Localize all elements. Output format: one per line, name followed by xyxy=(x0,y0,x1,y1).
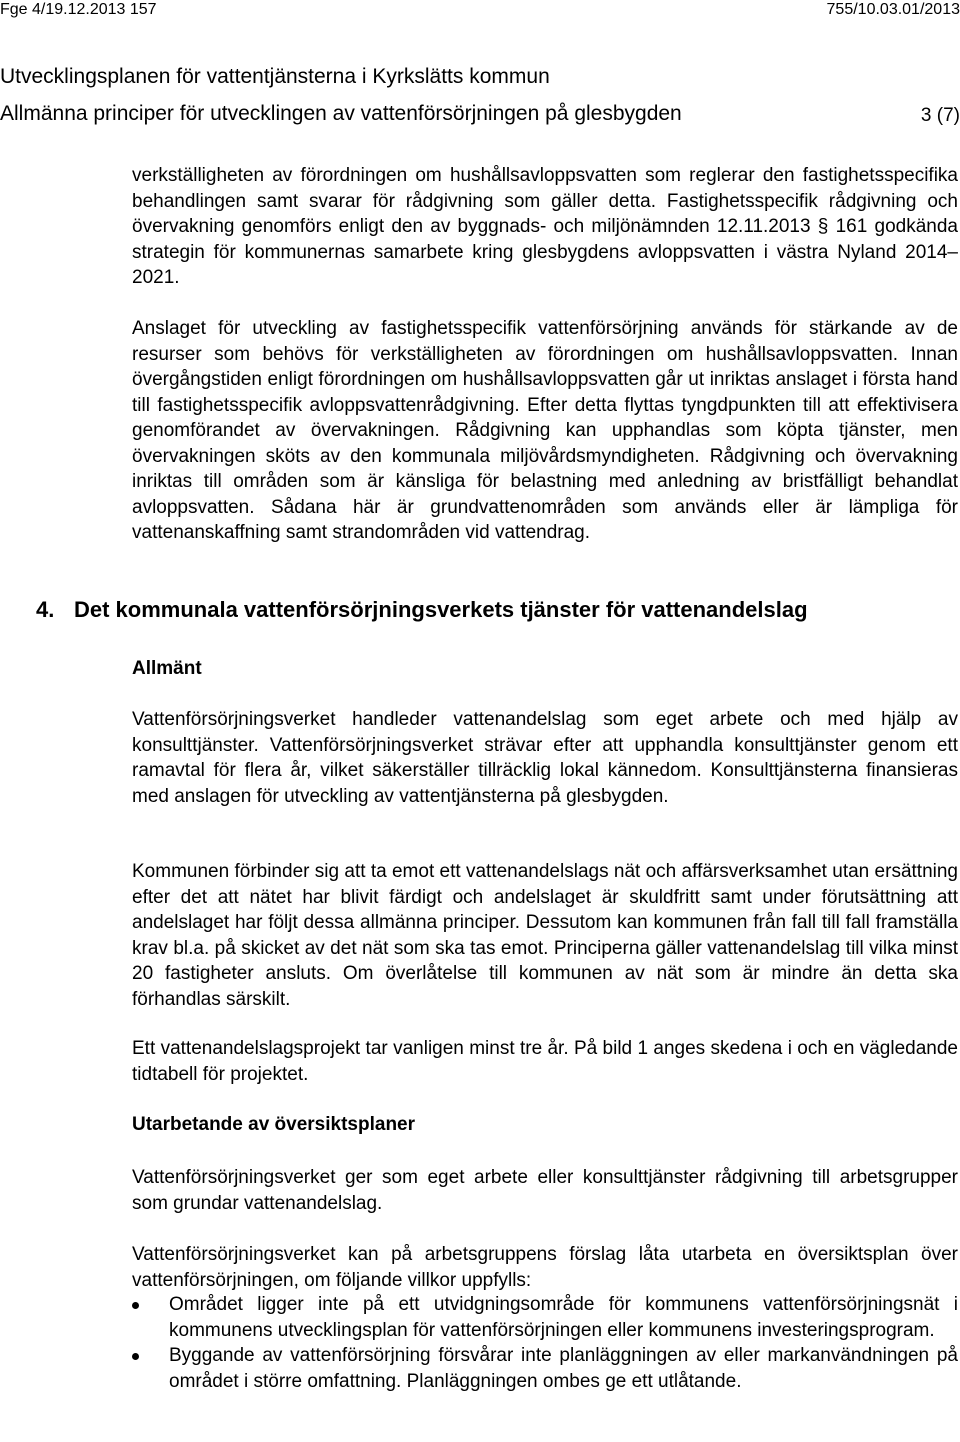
paragraph-kommunen: Kommunen förbinder sig att ta emot ett vattenandelslags nät och affärsverksamhet utan ersättning efter det att nätet har blivit färdigt och andelslaget är skuldfritt samt under förutsättning att andelslaget har följt dessa allmänna principer. Dessutom kan kommunen från fall till fall framställa krav bl.a. på skicket av det nät som ska tas emot. Principerna gäller vattenandelslag till vilka minst 20 fastigheter ansluts. Om överlåtelse till kommunen av nät som är mindre än detta ska förhandlas särskilt. xyxy=(132,861,958,1010)
subheading-allmant: Allmänt xyxy=(132,658,202,679)
subheading-oversiktsplaner: Utarbetande av översiktsplaner xyxy=(132,1114,416,1135)
list-item-text: Området ligger inte på ett utvidgningsområde för kommunens vattenförsörjningsnät i kommunens utvecklingsplan för vattenförsörjningen eller kommunens investeringsprogram. xyxy=(169,1294,958,1341)
paragraph-projekt: Ett vattenandelslagsprojekt tar vanligen minst tre år. På bild 1 anges skedena i och en vägledande tidtabell för projektet. xyxy=(132,1038,958,1085)
list-item-text: Byggande av vattenförsörjning försvårar inte planläggningen av eller markanvändningen på området i större omfattning. Planläggningen ombes ge ett utlåtande. xyxy=(169,1345,958,1392)
section-heading xyxy=(36,596,808,624)
bullet-icon xyxy=(132,1302,139,1309)
paragraph-villkor: Vattenförsörjningsverket kan på arbetsgruppens förslag låta utarbeta en översiktsplan över vattenförsörjningen, om följande villkor uppfylls: xyxy=(132,1244,958,1291)
document-subtitle: Allmänna principer för utvecklingen av vattenförsörjningen på glesbygden xyxy=(0,102,682,125)
page-number: 3 (7) xyxy=(920,105,960,126)
list-item xyxy=(132,1343,958,1394)
paragraph-radgivning: Vattenförsörjningsverket ger som eget arbete eller konsulttjänster rådgivning till arbetsgrupper som grundar vattenandelslag. xyxy=(132,1167,958,1214)
document-reference-left: Fge 4/19.12.2013 157 xyxy=(0,1,157,18)
document-title: Utvecklingsplanen för vattentjänsterna i Kyrkslätts kommun xyxy=(0,65,550,88)
section-title: Det kommunala vattenförsörjningsverkets tjänster för vattenandelslag xyxy=(74,597,808,622)
paragraph-handleder: Vattenförsörjningsverket handleder vattenandelslag som eget arbete och med hjälp av konsulttjänster. Vattenförsörjningsverket strävar efter att upphandla konsulttjänster genom ett ramavtal för flera år, vilket säkerställer tillräcklig lokal kännedom. Konsulttjänsterna finansieras med anslagen för utveckling av vattentjänsterna på glesbygden. xyxy=(132,709,958,807)
conditions-list xyxy=(132,1292,958,1394)
section-number: 4. xyxy=(36,597,55,622)
document-reference-right: 755/10.03.01/2013 xyxy=(826,1,960,18)
bullet-icon xyxy=(132,1353,139,1360)
paragraph-anslaget: Anslaget för utveckling av fastighetsspecifik vattenförsörjning används för stärkande av de resurser som behövs för verkställigheten av förordningen om hushållsavloppsvatten. Innan övergångstiden enligt förordningen om hushållsavloppsvatten går ut inriktas anslaget i första hand till fastighetsspecifik avloppsvattenrådgivning. Efter detta flyttas tyngdpunkten till att effektivisera genomförandet av övervakningen. Rådgivning kan upphandlas som köpta tjänster, men övervakningen sköts av den kommunala miljövårdsmyndigheten. Rådgivning och övervakning inriktas till områden som är känsliga för belastning med anledning av bristfälligt behandlat avloppsvatten. Sådana här är grundvattenområden som används eller är lämpliga för vattenanskaffning samt strandområden vid vattendrag. xyxy=(132,318,958,543)
paragraph-strategy: verkställigheten av förordningen om hushållsavloppsvatten som reglerar den fastighetsspecifika behandlingen samt svarar för rådgivning som gäller detta. Fastighetsspecifik rådgivning och övervakning genomförs enligt den av byggnads- och miljönämnden 12.11.2013 § 161 godkända strategin för kommunernas samarbete kring glesbygdens avloppsvatten i västra Nyland 2014–2021. xyxy=(132,165,958,288)
list-item xyxy=(132,1292,958,1343)
